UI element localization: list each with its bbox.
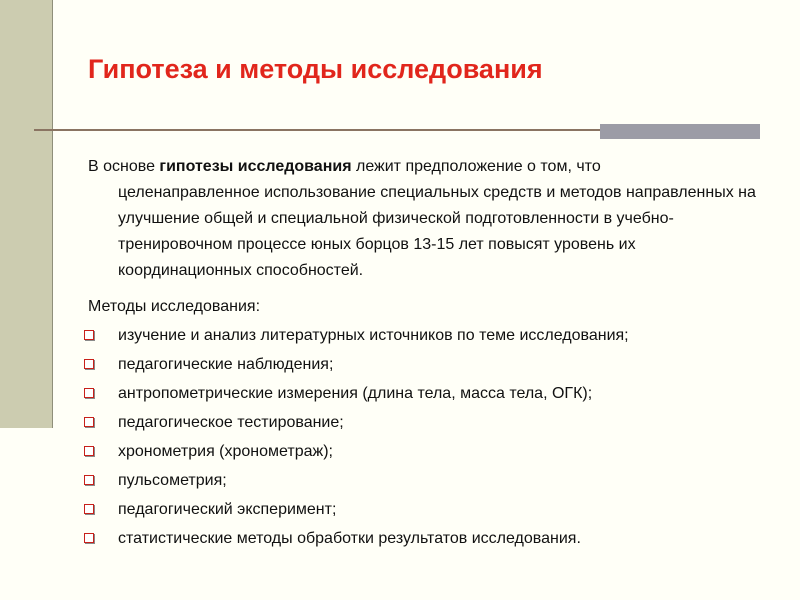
method-item-label: изучение и анализ литературных источников по теме исследования; bbox=[118, 327, 629, 344]
method-item-label: пульсометрия; bbox=[118, 472, 227, 489]
method-item-label: педагогический эксперимент; bbox=[118, 501, 337, 518]
hypothesis-bold-term: гипотезы исследования bbox=[159, 158, 352, 175]
hypothesis-continuation: целенаправленное использование специальных средств и методов направленных на улучшение общей и специальной физической подготовленности в учебно-тренировочном процессе юных борцов 13-15 лет повысят уровень их координационных способностей. bbox=[118, 184, 756, 279]
method-item-literature bbox=[84, 326, 629, 355]
method-item-label: хронометрия (хронометраж); bbox=[118, 443, 333, 460]
checkbox-icon bbox=[84, 330, 94, 340]
left-sidebar-band bbox=[0, 0, 52, 428]
method-item-observation bbox=[84, 355, 629, 384]
checkbox-icon bbox=[84, 388, 94, 398]
method-item-statistics bbox=[84, 529, 629, 558]
method-item-label: статистические методы обработки результатов исследования. bbox=[118, 530, 581, 547]
hypothesis-prefix: В основе bbox=[88, 158, 160, 175]
checkbox-icon bbox=[84, 359, 94, 369]
method-item-label: педагогическое тестирование; bbox=[118, 414, 344, 431]
hypothesis-paragraph bbox=[88, 154, 768, 284]
checkbox-icon bbox=[84, 475, 94, 485]
title-divider-block bbox=[600, 124, 760, 139]
method-item-experiment bbox=[84, 500, 629, 529]
methods-list bbox=[84, 326, 629, 558]
sidebar-edge-line bbox=[52, 0, 53, 428]
method-item-testing bbox=[84, 413, 629, 442]
method-item-label: антропометрические измерения (длина тела, масса тела, ОГК); bbox=[118, 385, 593, 402]
method-item-pulsometry bbox=[84, 471, 629, 500]
slide-title: Гипотеза и методы исследования bbox=[88, 54, 543, 84]
checkbox-icon bbox=[84, 417, 94, 427]
hypothesis-first-line-rest: лежит предположение о том, что bbox=[351, 158, 601, 175]
method-item-chronometry bbox=[84, 442, 629, 471]
title-divider-line bbox=[34, 129, 600, 131]
checkbox-icon bbox=[84, 446, 94, 456]
hypothesis-first-line bbox=[88, 154, 768, 180]
methods-heading: Методы исследования: bbox=[88, 298, 261, 315]
checkbox-icon bbox=[84, 504, 94, 514]
method-item-label: педагогические наблюдения; bbox=[118, 356, 334, 373]
checkbox-icon bbox=[84, 533, 94, 543]
method-item-anthropometry bbox=[84, 384, 629, 413]
